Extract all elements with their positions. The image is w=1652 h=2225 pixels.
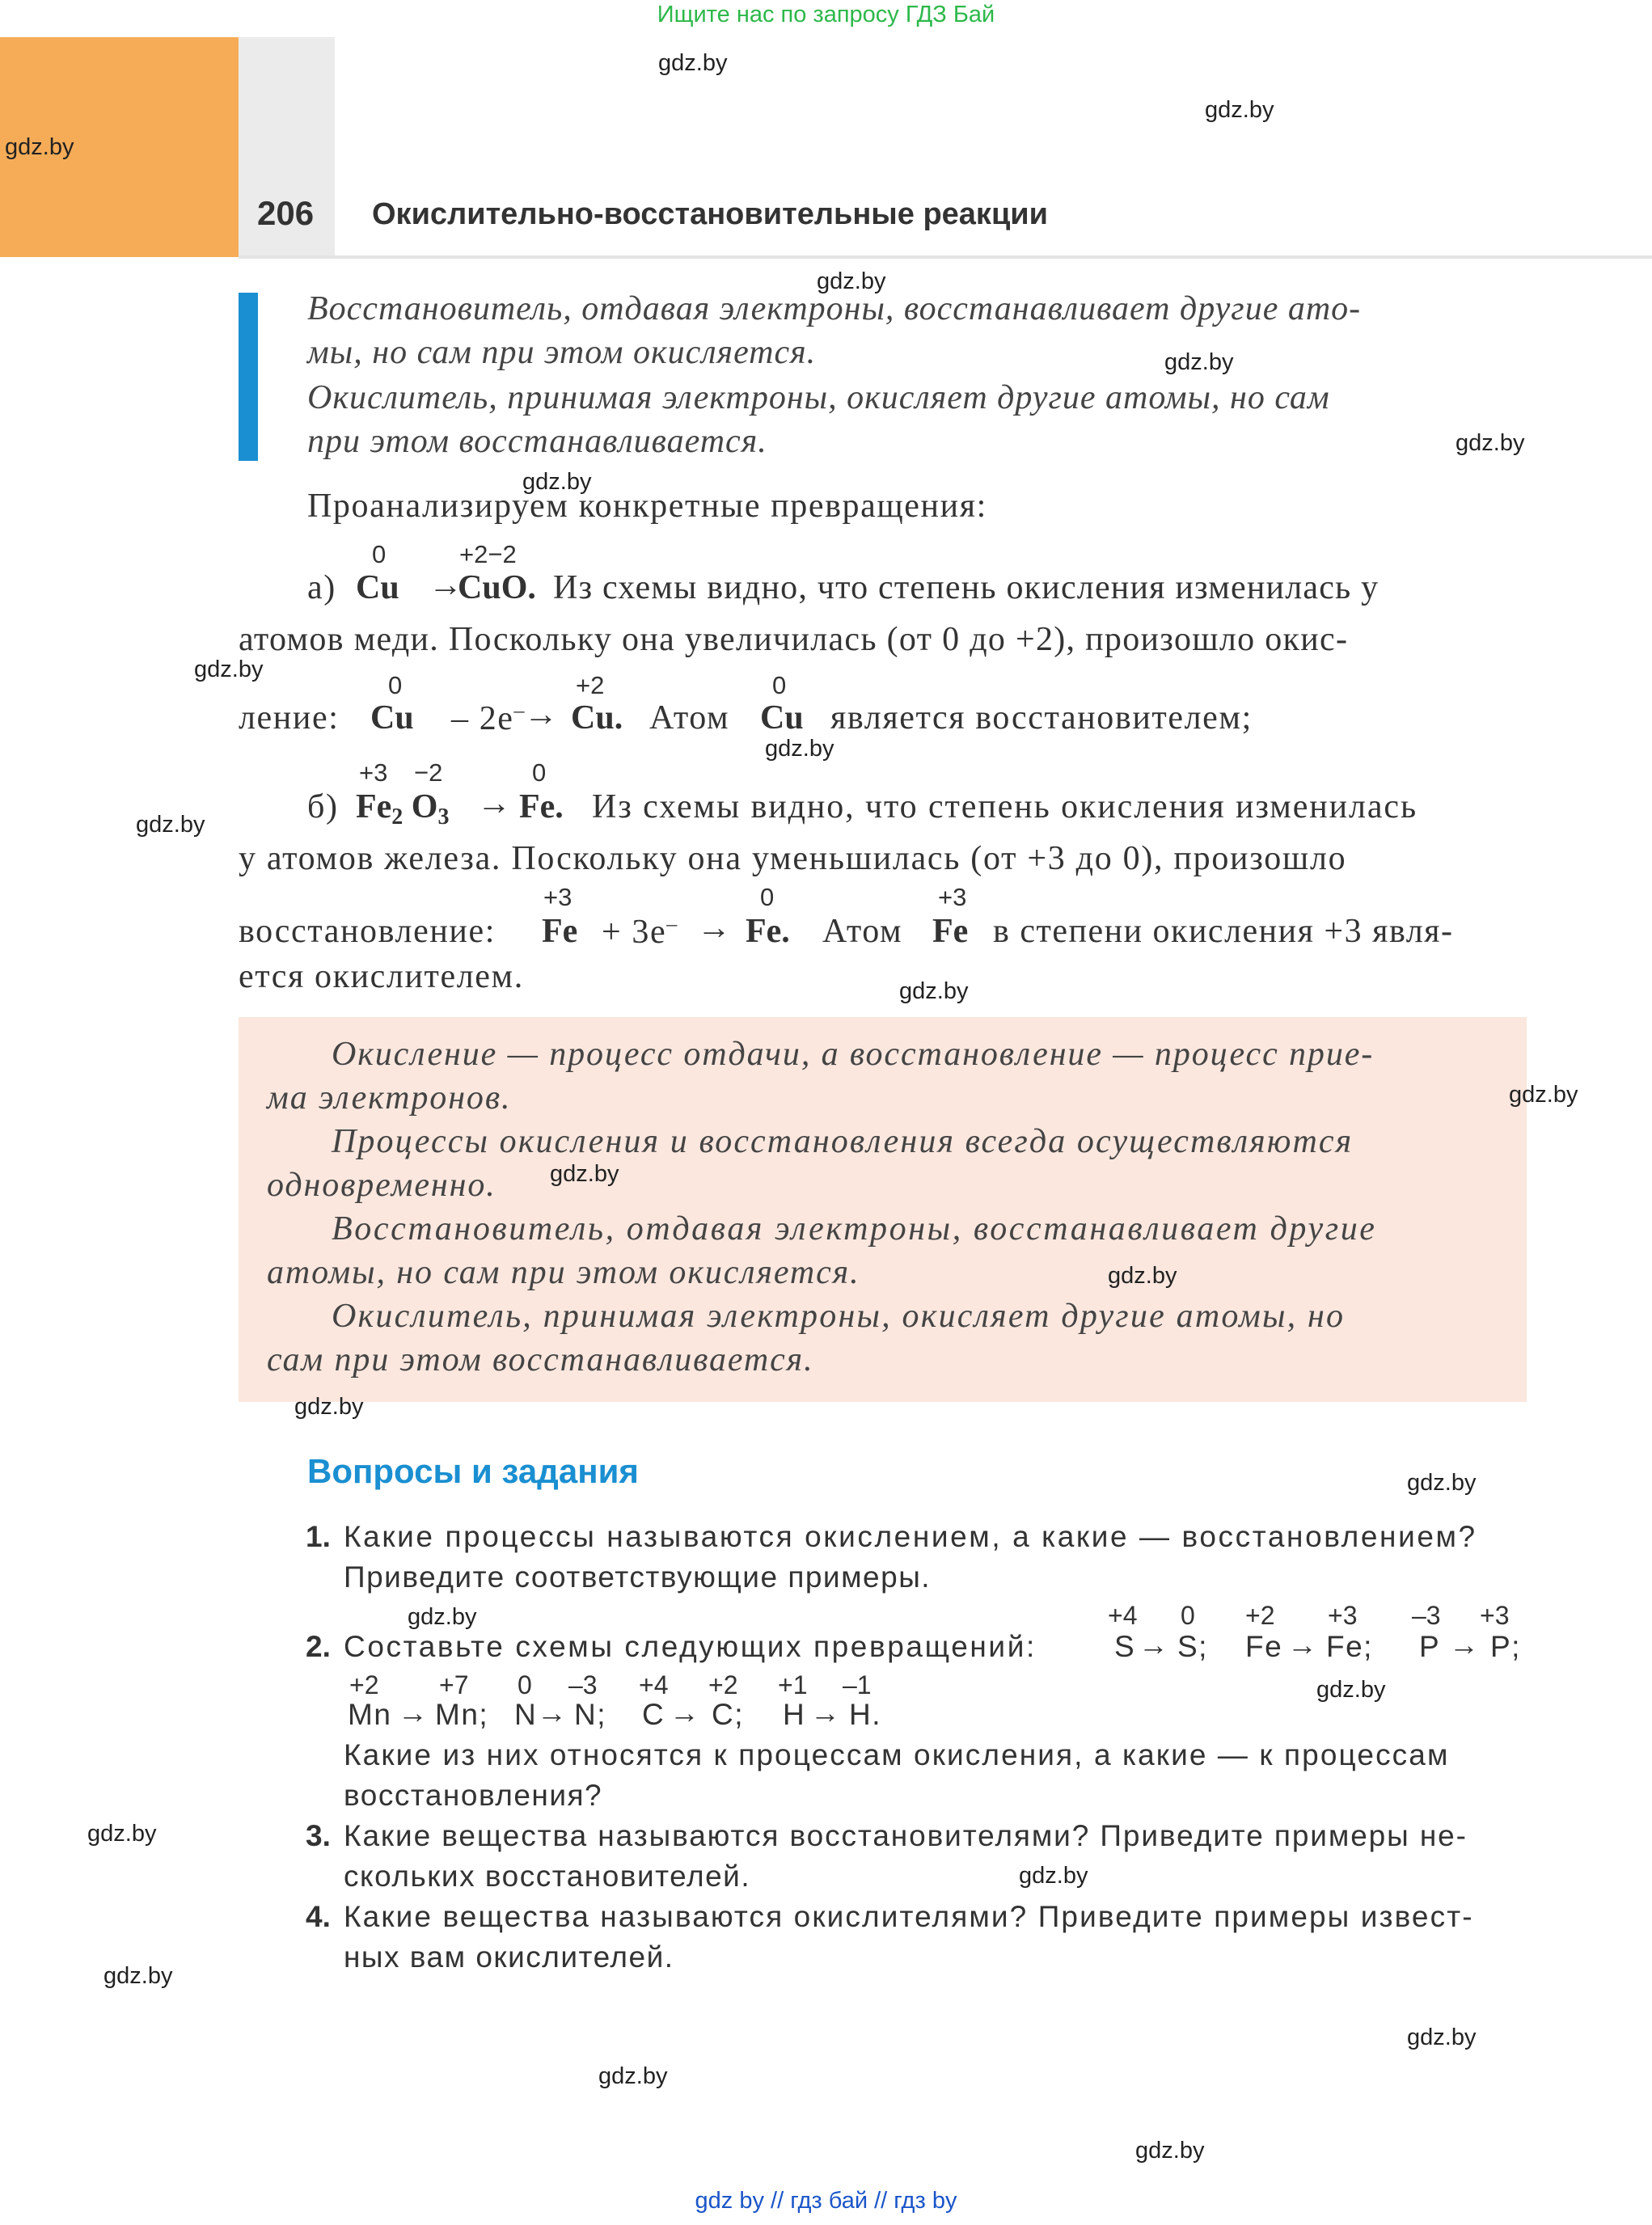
formula: Cu [370,699,414,737]
oxidation-state: +2 [576,671,605,699]
formula: Cu. [571,699,623,737]
example-b-text: в степени окисления +3 явля- [993,913,1454,950]
formula: Fe [542,913,578,950]
oxidation-state: +4 [639,1670,669,1699]
example-b-text: у атомов железа. Поскольку она уменьшилась (от +3 до 0), произошло [239,840,1347,877]
scheme-element: H. [849,1698,881,1731]
oxidation-state: 0 [372,540,387,568]
watermark: gdz.by [104,1963,173,1989]
watermark: gdz.by [765,736,834,762]
watermark: gdz.by [1135,2138,1205,2164]
oxidation-state: +2 [349,1670,379,1699]
intro-rule-line: мы, но сам при этом окисляется. [307,334,817,371]
scheme-element: Fe [1245,1630,1283,1663]
example-b-text: Атом [822,913,903,950]
watermark: gdz.by [817,268,886,294]
summary-line: Процессы окисления и восстановления всегда осуществляются [332,1123,1354,1160]
oxidation-state: +3 [359,758,388,787]
arrow: → [697,910,733,947]
scheme-element: Fe; [1326,1630,1373,1663]
summary-line: Окисление — процесс отдачи, а восстановление — процесс прие- [332,1036,1375,1073]
watermark: gdz.by [658,50,728,76]
question-number: 3. [306,1819,331,1852]
oxidation-state: 0 [388,671,403,699]
arrow: → [524,696,560,733]
summary-line: сам при этом восстанавливается. [267,1341,814,1378]
scheme-element: S [1114,1630,1136,1663]
scheme-element: C [642,1698,665,1731]
oxidation-state: –1 [843,1670,872,1699]
question-text: ных вам окислителей. [344,1940,674,1974]
header-divider [239,255,1652,259]
electron-term [451,699,526,738]
formula-element: O [411,788,438,825]
arrow: → [1139,1628,1170,1661]
question-number: 1. [306,1520,331,1553]
oxidation-state: +3 [1480,1601,1510,1630]
oxidation-state: +2−2 [459,540,517,568]
watermark: gdz.by [1407,2024,1477,2050]
watermark: gdz.by [5,134,74,160]
oxidation-state: 0 [760,883,775,911]
arrow: → [810,1696,842,1729]
question-text: скольких восстановителей. [344,1860,751,1893]
arrow: → [398,1696,429,1729]
oxidation-state: 0 [518,1670,532,1699]
example-b-text: ется окислителем. [239,958,524,995]
analysis-heading: Проанализируем конкретные превращения: [307,488,987,525]
oxidation-state: +3 [543,883,572,911]
question-text: Какие вещества называются окислителями? Приведите примеры извест- [344,1900,1474,1933]
summary-line: атомы, но сам при этом окисляется. [267,1254,860,1291]
example-b-text: восстановление: [239,913,496,950]
oxidation-state: +4 [1108,1601,1138,1630]
oxidation-state: +1 [778,1670,808,1699]
watermark: gdz.by [408,1604,477,1630]
watermark: gdz.by [1316,1677,1386,1703]
formula: Cu [760,699,804,737]
oxidation-state: +2 [708,1670,738,1699]
example-a-label: а) [307,569,336,606]
oxidation-state: –3 [1412,1601,1441,1630]
scheme-element: H [783,1698,806,1731]
intro-rule-line: Восстановитель, отдавая электроны, восстанавливает другие ато- [307,290,1362,327]
oxidation-state: –3 [568,1670,598,1699]
scheme-element: Mn [348,1698,392,1731]
questions-title: Вопросы и задания [307,1452,639,1490]
arrow: → [429,567,464,604]
electron-term [602,912,678,952]
formula-element: Fe [356,788,392,825]
watermark: gdz.by [1019,1863,1088,1889]
arrow: → [477,785,513,822]
formula-product: Fe. [519,788,564,825]
question-text: Какие вещества называются восстановителями? Приведите примеры не- [344,1819,1468,1852]
formula-reactant: Cu [356,569,399,606]
oxidation-state: +3 [1328,1601,1358,1630]
oxidation-state: 0 [532,758,547,787]
scheme-element: P [1419,1630,1441,1663]
summary-line: Восстановитель, отдавая электроны, восстанавливает другие [332,1210,1377,1248]
scheme-element: S; [1177,1630,1208,1663]
oxidation-state: +7 [439,1670,469,1699]
scheme-element: N [514,1698,538,1731]
arrow: → [1287,1628,1319,1661]
arrow: → [537,1696,568,1729]
watermark: gdz.by [1164,349,1234,375]
watermark: gdz.by [136,812,205,838]
question-text: Какие из них относятся к процессам окисления, а какие — к процессам [344,1738,1450,1771]
scheme-element: Mn; [435,1698,489,1731]
oxidation-state: +2 [1245,1601,1275,1630]
watermark: gdz.by [1205,97,1274,123]
arrow: → [1449,1628,1481,1661]
formula-subscript: 3 [437,804,450,830]
scheme-element: N; [574,1698,606,1731]
example-b-label: б) [307,788,339,825]
question-text: Какие процессы называются окислением, а какие — восстановлением? [344,1520,1477,1553]
watermark: gdz.by [522,469,592,495]
formula: Fe. [746,913,790,950]
question-text: Приведите соответствующие примеры. [344,1560,932,1594]
summary-line: Окислитель, принимая электроны, окисляет другие атомы, но [332,1298,1346,1335]
example-a-text: ление: [239,699,340,737]
watermark: gdz.by [598,2063,668,2089]
watermark: gdz.by [550,1161,619,1187]
example-a-text: Из схемы видно, что степень окисления изменилась у [553,569,1379,606]
intro-rule-line: при этом восстанавливается. [307,423,767,460]
electron-charge: – [666,912,678,935]
example-a-text: атомов меди. Поскольку она увеличилась (от 0 до +2), произошло окис- [239,621,1349,658]
chapter-title: Окислительно-восстановительные реакции [372,197,1049,231]
formula-product: CuO. [458,569,536,606]
watermark: gdz.by [1509,1082,1578,1108]
example-b-text: Из схемы видно, что степень окисления изменилась [592,788,1418,825]
oxidation-state: +3 [938,883,967,911]
formula-reactant [356,787,449,830]
scheme-element: C; [712,1698,744,1731]
arrow: → [670,1696,701,1729]
summary-line: одновременно. [267,1167,496,1204]
watermark: gdz.by [899,978,969,1004]
question-number: 2. [306,1630,331,1663]
watermark: gdz.by [1108,1263,1177,1289]
watermark: gdz.by [1456,430,1525,456]
watermark: gdz.by [87,1821,157,1847]
example-a-text: Атом [649,699,730,737]
electron-charge: – [513,699,526,722]
rule-accent-bar [239,293,258,461]
watermark: gdz.by [194,657,264,682]
page-number: 206 [257,194,315,232]
question-number: 4. [306,1900,331,1933]
intro-rule-line: Окислитель, принимая электроны, окисляет другие атомы, но сам [307,379,1330,416]
watermark: gdz.by [1407,1470,1477,1496]
oxidation-state: −2 [414,758,443,787]
electron-term-text: + 3e [602,914,667,951]
question-text: восстановления? [344,1779,603,1812]
oxidation-state: 0 [1181,1601,1195,1630]
formula-subscript: 2 [391,804,403,830]
footer-links[interactable]: gdz by // гдз бай // гдз by [695,2188,957,2214]
oxidation-state: 0 [772,671,787,699]
formula: Fe [932,913,969,950]
question-text: Составьте схемы следующих превращений: [344,1630,1037,1663]
scheme-element: P; [1490,1630,1521,1663]
watermark: gdz.by [294,1394,364,1420]
summary-line: ма электронов. [267,1079,512,1117]
electron-term-text: – 2e [451,700,514,737]
top-banner[interactable]: Ищите нас по запросу ГДЗ Бай [657,2,995,27]
example-a-text: является восстановителем; [830,699,1253,737]
